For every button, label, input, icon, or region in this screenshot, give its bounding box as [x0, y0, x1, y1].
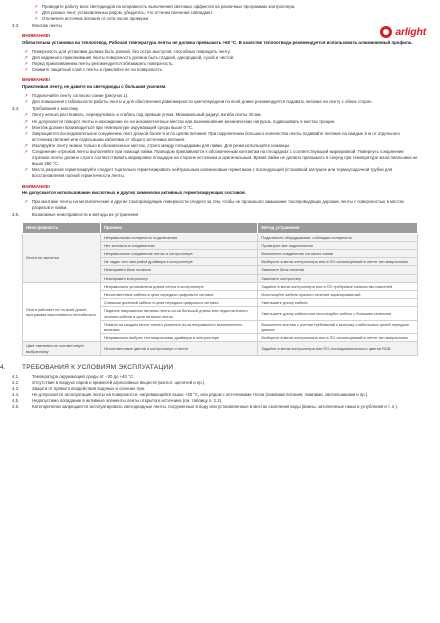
fault-cell: Лента не светится — [23, 233, 101, 282]
remedy-cell: Замените блок питания — [258, 266, 418, 274]
cause-cell: Неправильно установлена длина ленты в контроллере — [100, 282, 258, 290]
cause-cell: Помеха на каждом месте сигнал усиления из-за неправильно выполненного монтажа — [100, 320, 258, 333]
table-row — [23, 233, 418, 241]
remedy-cell: Выполните соединение согласно схеме — [258, 249, 418, 257]
warning-title: ВНИМАНИЕ! — [22, 33, 51, 39]
item-number: 4.5. — [12, 397, 20, 403]
remedy-cell: Замените контроллер — [258, 274, 418, 282]
warning-text: Не допускается использование кислотных и других химически активных герметизирующих составов. — [22, 189, 246, 195]
item-text: Отсутствие в воздухе паров и примесей агрессивных веществ (кислот, щелочей и пр.). — [32, 379, 206, 385]
section-heading — [12, 212, 418, 218]
item-number: 4.3. — [12, 385, 20, 391]
section-number: 3.5. — [12, 212, 20, 218]
list-item: ↗ Для повышения стабильности работы ленты и для обеспечения равномерности цветопередачи по всей длине рекомендуется подавать питание на ленту с обеих сторон. — [22, 99, 418, 105]
list-item: ↗ При монтаже ленты на металлические и другие токопроводящие поверхности следите за тем, чтобы не произошло замыкание токопроводящих дорожек ленты с поверхностью в местах разрезов и пайки. — [22, 199, 418, 211]
list-item: ↗ Снимите защитный слой с ленты и приклейте ее на поверхность. — [22, 67, 418, 73]
cause-cell: Неправильно выбран тип микросхемы драйвера в контроллере — [100, 334, 258, 342]
list-item: ↗ Соединение отрезков ленты выполняйте при помощи пайки. Проводом припаиваются к обозначенным контактам на площадках с соответствующей маркировкой. Повернуть соединение отрезков ленты должно строго соответствовать маркировке площадок на стороне источника и оригинальным. Время пайки не должно превышать 5 секунд при температуре жала паяльника не выше 260 °C. — [22, 149, 418, 167]
column-header: Метод устранения — [258, 222, 418, 233]
section-title: Возможные неисправности и методы их устранения — [32, 212, 139, 218]
list-item: ↗ Не допускается поворот ленты и нахождение ее на некомпетентных местах или возникновение механических нагрузок, подвешивать в местах трещин. — [22, 119, 418, 125]
cause-cell: Слишком длинный кабель в цепи передачи цифрового сигнала — [100, 299, 258, 307]
cause-cell: Падение напряжения питания ленты из-за большой длины или недостаточного сечения кабеля в цепи питания ленты — [100, 307, 258, 320]
list-item — [12, 403, 418, 410]
list-item: ↗ Отключите источник питания от сети после проверки. — [22, 16, 418, 22]
item-number: 4.4. — [12, 391, 20, 397]
remedy-cell: Выберите в меню контроллера или в ПО используемый в ленте тип микросхемы — [258, 334, 418, 342]
remedy-cell: Используйте кабель нужного сечения экранированный — [258, 290, 418, 298]
chapter-title: ТРЕБОВАНИЯ К УСЛОВИЯМ ЭКСПЛУАТАЦИИ — [22, 363, 174, 371]
warning-title: ВНИМАНИЕ! — [22, 183, 51, 189]
cause-cell: Несоответствие цветов в контроллере и ленте — [100, 342, 258, 355]
list-item: ↗ Запрещается последовательное соединение лент длиной более 5 м по цепям питания. При подключении большего количества ленты подавайте питание на каждые 5 м от отдельного источника питания или отдельными кабелями от общего источника питания. — [22, 131, 418, 143]
cause-cell: Несоответствие кабеля в цепи передачи цифрового сигнала — [100, 290, 258, 298]
item-text: Защита от прямого воздействия водяных и осенних луж. — [32, 385, 146, 391]
cause-cell: Неправильная полярность подключения — [100, 233, 258, 241]
section-number: 3.4. — [12, 106, 20, 112]
warning-text: Приклеивая ленту, не давите на светодиоды с большим усилием. — [22, 83, 167, 89]
remedy-cell: Выберите в меню контроллера или в ПО используемый в ленте тип микросхемы — [258, 258, 418, 266]
list-item: ↗ Изолируйте ленту можно только в обозначенных местах, строго между площадками для пайки. Для резки используйте ножницы. — [22, 143, 418, 149]
table-header-row — [23, 222, 418, 233]
fault-cell: Цвет свечения не соответствует выбранному — [23, 342, 101, 355]
list-item: ↗ Подключайте ленту согласно схеме (рисунок 1). — [22, 93, 418, 99]
logo-text: arlight — [395, 26, 426, 38]
list-item: ↗ Места разрезов герметизируйте следует тщательно герметизировать нейтральным силиконовым герметиком с последующей установкой заглушек или термоусадочной трубки для восстановления полной герметичности ленты. — [22, 167, 418, 179]
section-number: 3.3. — [12, 23, 20, 29]
troubleshooting-table — [22, 222, 418, 356]
remedy-cell: Задайте в меню контроллера или ПО последовательность цветов RGB — [258, 342, 418, 355]
cause-cell: Неисправен блок питания — [100, 266, 258, 274]
list-item: ↗ Перед приклеиванием ленты рекомендуется обезжирить поверхность. — [22, 61, 418, 67]
remedy-cell: Подключите оборудование, соблюдая полярность — [258, 233, 418, 241]
item-text: Недопустимо попадание в активные элементы ленты открытого источника (см. таблицу п. 2.2). — [32, 397, 223, 403]
table-row — [23, 342, 418, 355]
item-number: 4.6. — [12, 403, 20, 409]
list-item: ↗ Для разных лент, установленных рядом, убедитесь, что оттенки свечения совпадают. — [22, 10, 418, 16]
item-text: Не допускается эксплуатация ленты на поверхности, нагревающейся выше +40 °C, или рядом с источниками тепла (лампами питания, лампами, светильниками и пр.). — [32, 391, 369, 397]
list-item: ↗ Поверхность для установки должна быть ровной, без остро выступов, способных повредить ленту. — [22, 49, 418, 55]
list-item: ↗ Ленту нельзя растягивать, перекручивать и сгибать под прямым углом. Минимальный радиус изгиба ленты 30 мм. — [22, 112, 418, 118]
table-row — [23, 282, 418, 290]
remedy-cell: Задайте в меню контроллера или в ПО требуемое количество пикселей — [258, 282, 418, 290]
section-title: Требования к монтажу — [32, 106, 79, 112]
item-number: 4.2. — [12, 379, 20, 385]
list-item: ↗ Проведите работу всех светодиодов на исправность выполнения световых эффектов на различных программах контроллера. — [22, 4, 418, 10]
fault-cell: Лента работает не по всей длине, программы выполняются нестабильно — [23, 282, 101, 342]
remedy-cell: Уменьшите длину кабеля — [258, 299, 418, 307]
chapter-number: 4. — [0, 363, 6, 371]
section-heading — [12, 23, 418, 29]
document-content — [0, 4, 418, 410]
remedy-cell: Уменьшите длину кабеля или используйте кабель с большим сечением — [258, 307, 418, 320]
remedy-cell: Проверьте все подключения — [258, 241, 418, 249]
list-item: ↗ Монтаж должен производиться при температуре окружающей среды выше 0 °C. — [22, 125, 418, 131]
warning-title: ВНИМАНИЕ! — [22, 77, 51, 83]
warning-text: Обязательна установка на теплоотвод. Рабочая температура ленты не должна превышать +60 °C. В качестве теплоотвода рекомендуется использовать алюминиевый профиль. — [22, 39, 413, 45]
section-title: Монтаж ленты — [32, 23, 62, 29]
cause-cell: Не задан тип настройки драйвера в контроллере — [100, 258, 258, 266]
item-text: Категорически запрещается эксплуатировать светодиодные ленты, погруженные в воду или установленные в местах скопления воды (ванны, затопленные ниши и углубления и т. п.). — [32, 403, 399, 409]
item-number: 4.1. — [12, 373, 20, 379]
chapter-heading — [0, 363, 418, 371]
cause-cell: Неисправен контроллер — [100, 274, 258, 282]
remedy-cell: Выполните монтаж с учетом требований к монтажу слаботочных цепей передачи данных — [258, 320, 418, 333]
column-header: Причина — [100, 222, 258, 233]
list-item: ↗ Для надежного приклеивания ленты поверхность должна быть гладкой, однородной, сухой и чистой. — [22, 55, 418, 61]
column-header: Неисправность — [23, 222, 101, 233]
cause-cell: Неправильное соединение ленты и контроллера — [100, 249, 258, 257]
cause-cell: Нет контакта в соединениях — [100, 241, 258, 249]
item-text: Температура окружающей среды от −20 до +40 °C. — [32, 373, 135, 379]
